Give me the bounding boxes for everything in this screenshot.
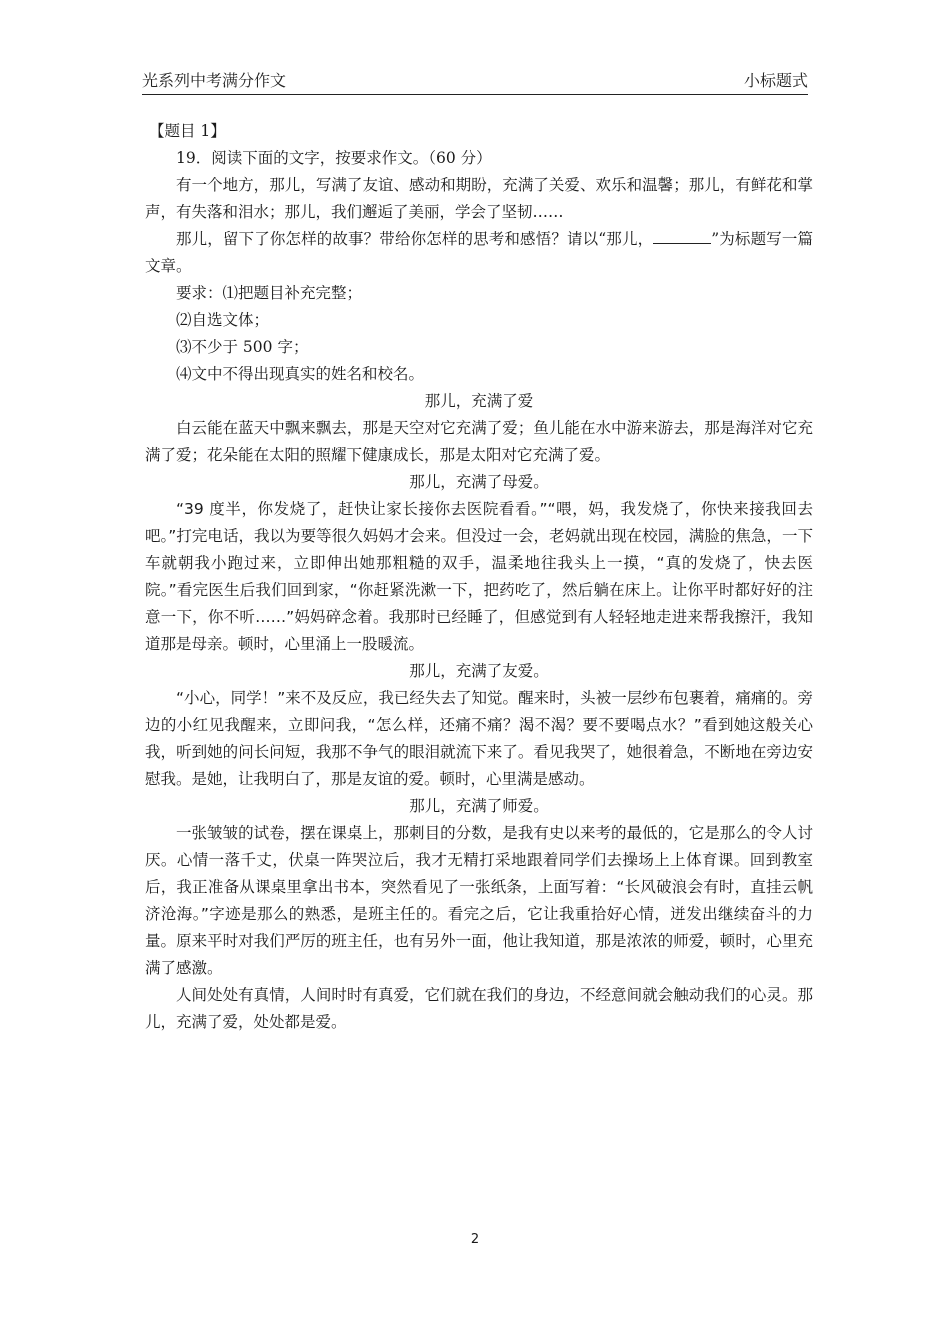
essay-para-teacher: 一张皱皱的试卷，摆在课桌上，那刺目的分数，是我有史以来考的最低的，它是那么的令人讨厌。心情一落千丈，伏桌一阵哭泣后，我才无精打采地跟着同学们去操场上上体育课。回到教室后，我正准备从课桌里拿出书本，突然看见了一张纸条，上面写着：“长风破浪会有时，直挂云帆济沧海。”字迹是那么的熟悉，是班主任的。看完之后，它让我重拾好心情，迸发出继续奋斗的力量。原来平时对我们严厉的班主任，也有另外一面，他让我知道，那是浓浓的师爱，顿时，心里充满了感激。 xyxy=(145,824,813,977)
essay-title: 那儿，充满了爱 xyxy=(424,392,534,410)
header-series-title: 光系列中考满分作文 xyxy=(142,71,287,90)
essay-conclusion: 人间处处有真情，人间时时有真爱，它们就在我们的身边，不经意间就会触动我们的心灵。那儿，充满了爱，处处都是爱。 xyxy=(145,986,813,1031)
requirement-4: ⑷文中不得出现真实的姓名和校名。 xyxy=(176,365,425,383)
prompt-para-2-before: 那儿，留下了你怎样的故事？带给你怎样的思考和感悟？请以“那儿， xyxy=(176,230,654,248)
page-header xyxy=(142,64,808,95)
prompt-label: 【题目 1】 xyxy=(149,122,226,140)
essay-para-mother: “39 度半，你发烧了，赶快让家长接你去医院看看。”“喂，妈，我发烧了，你快来接我回去吧。”打完电话，我以为要等很久妈妈才会来。但没过一会，老妈就出现在校园，满脸的焦急，一下车就朝我小跑过来，立即伸出她那粗糙的双手，温柔地往我头上一摸，“真的发烧了，快去医院。”看完医生后我们回到家，“你赶紧洗漱一下，把药吃了，然后躺在床上。让你平时都好好的注意一下，你不听……”妈妈碎念着。我那时已经睡了，但感觉到有人轻轻地走进来帮我擦汗，我知道那是母亲。顿时，心里涌上一股暖流。 xyxy=(145,500,813,653)
page-content xyxy=(145,118,813,1036)
subtitle-mother: 那儿，充满了母爱。 xyxy=(409,473,549,491)
requirement-1: 要求：⑴把题目补充完整； xyxy=(176,284,363,302)
subtitle-teacher: 那儿，充满了师爱。 xyxy=(409,797,549,815)
title-blank xyxy=(653,228,711,244)
prompt-para-2 xyxy=(145,226,813,280)
essay-para-friend: “小心，同学！”来不及反应，我已经失去了知觉。醒来时，头被一层纱布包裹着，痛痛的。旁边的小红见我醒来，立即问我，“怎么样，还痛不痛？渴不渴？要不要喝点水？”看到她这般关心我，听到她的问长问短，我那不争气的眼泪就流下来了。看见我哭了，她很着急，不断地在旁边安慰我。是她，让我明白了，那是友谊的爱。顿时，心里满是感动。 xyxy=(145,689,813,788)
subtitle-friend: 那儿，充满了友爱。 xyxy=(409,662,549,680)
prompt-para-1: 有一个地方，那儿，写满了友谊、感动和期盼，充满了关爱、欢乐和温馨；那儿，有鲜花和掌声，有失落和泪水；那儿，我们邂逅了美丽，学会了坚韧…… xyxy=(145,176,813,221)
requirement-3: ⑶不少于 500 字； xyxy=(176,338,309,356)
header-category: 小标题式 xyxy=(743,71,808,90)
page-number: 2 xyxy=(470,1232,480,1247)
prompt-question: 19．阅读下面的文字，按要求作文。（60 分） xyxy=(176,149,492,167)
prompt-para-2-after: ”为标题写一篇文章。 xyxy=(145,230,813,275)
essay-intro: 白云能在蓝天中飘来飘去，那是天空对它充满了爱；鱼儿能在水中游来游去，那是海洋对它充满了爱；花朵能在太阳的照耀下健康成长，那是太阳对它充满了爱。 xyxy=(145,419,813,464)
requirement-2: ⑵自选文体； xyxy=(176,311,270,329)
